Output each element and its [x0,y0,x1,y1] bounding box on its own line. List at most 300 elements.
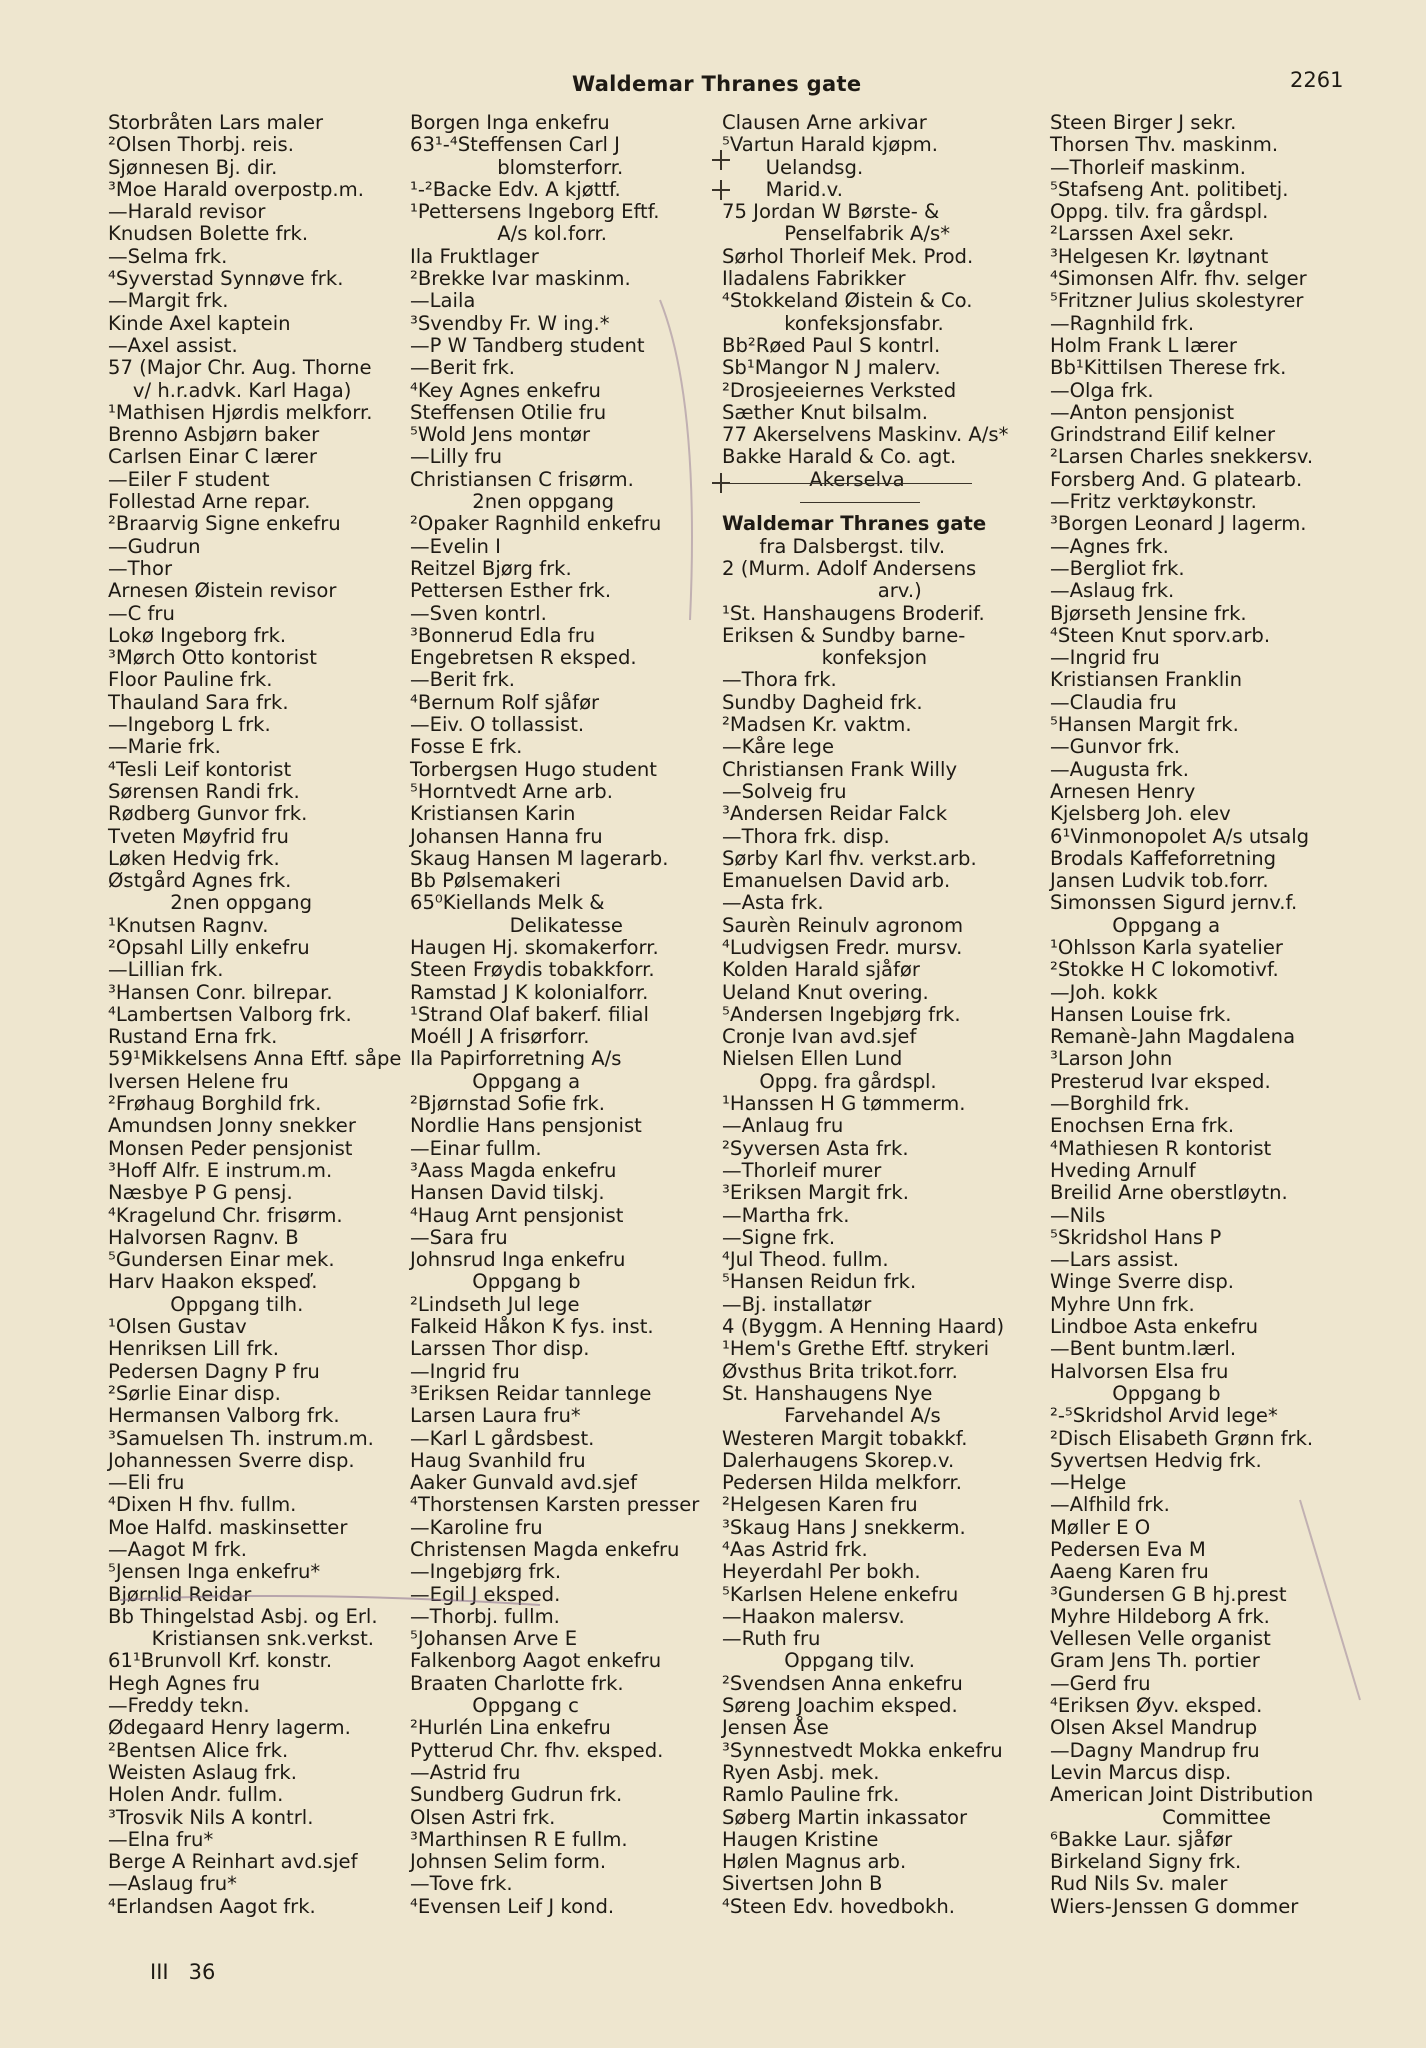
directory-entry: Bjørnlid Reidar [108,1582,252,1606]
directory-entry: —Ragnhild frk. [1050,311,1195,335]
directory-entry: Ueland Knut overing. [722,980,929,1004]
directory-entry: American Joint Distribution [1050,1783,1314,1807]
directory-entry: ⁴Tesli Leif kontorist [108,757,292,781]
directory-entry: ⁵Jensen Inga enkefru* [108,1560,321,1584]
directory-entry: ⁴Bernum Rolf sjåfør [410,690,600,714]
directory-entry: ²Helgesen Karen fru [722,1493,918,1517]
directory-entry: 6¹Vinmonopolet A/s utsalg [1050,824,1310,848]
directory-entry: Ramlo Pauline frk. [722,1783,900,1807]
directory-entry: ⁴Steen Knut sporv.arb. [1050,623,1271,647]
directory-entry: —Joh. kokk [1050,980,1158,1004]
directory-entry: Pytterud Chr. fhv. eksped. [410,1738,664,1762]
directory-entry: ²Syversen Asta frk. [722,1136,909,1160]
directory-entry: —Dagny Mandrup fru [1050,1738,1260,1762]
directory-entry: ⁵Skridshol Hans P [1050,1225,1222,1249]
directory-entry: —Gunvor frk. [1050,735,1181,759]
directory-entry: Kjelsberg Joh. elev [1050,802,1231,826]
directory-entry: —Laila [410,289,476,313]
directory-entry: Pedersen Eva M [1050,1538,1206,1561]
directory-entry: ²Bentsen Alice frk. [108,1738,289,1762]
directory-entry: ⁵Vartun Harald kjøpm. [722,133,938,157]
directory-entry: ³Eriksen Margit frk. [722,1181,909,1205]
directory-entry: ⁴Steen Edv. hovedbokh. [722,1894,955,1918]
directory-entry: Presterud Ivar eksped. [1050,1069,1271,1093]
directory-entry: —Asta frk. [722,891,824,915]
directory-entry: Sb¹Mangor N J malerv. [722,356,941,380]
directory-entry: —Ruth fru [722,1627,821,1651]
directory-entry: Marid.v. [722,177,843,201]
directory-entry: Oppgang a [1050,913,1221,937]
directory-entry: Thauland Sara frk. [108,690,289,714]
directory-entry: —Marie frk. [108,735,221,759]
directory-entry: Saurèn Reinulv agronom [722,913,964,937]
directory-entry: Amundsen Jonny snekker [108,1114,356,1138]
directory-entry: —Lars assist. [1050,1248,1179,1272]
directory-entry: —Tove frk. [410,1872,513,1896]
directory-entry: ⁴Haug Arnt pensjonist [410,1203,624,1227]
directory-entry: ³Mørch Otto kontorist [108,646,317,670]
directory-entry: Myhre Hildeborg A frk. [1050,1604,1270,1628]
directory-entry: Vellesen Velle organist [1050,1627,1271,1651]
directory-entry: —Thorbj. fullm. [410,1604,560,1628]
directory-entry: ³Helgesen Kr. løytnant [1050,244,1269,268]
directory-entry: ⁴Aas Astrid frk. [722,1538,868,1561]
directory-entry: ³Svendby Fr. W ing.* [410,311,610,335]
directory-entry: 2nen oppgang [410,490,615,514]
directory-entry: Kristiansen snk.verkst. [108,1627,374,1651]
directory-entry: konfeksjonsfabr. [722,311,944,335]
directory-entry: ³Bonnerud Edla fru [410,623,596,647]
directory-entry: Larsen Laura fru* [410,1404,581,1428]
directory-entry: —Signe frk. [722,1225,836,1249]
directory-entry: ³Skaug Hans J snekkerm. [722,1515,966,1539]
directory-entry: Oppgang a [410,1069,581,1093]
directory-entry: Sivertsen John B [722,1872,883,1896]
directory-entry: Myhre Unn frk. [1050,1292,1195,1316]
directory-entry: —Lillian frk. [108,958,224,982]
directory-entry: Syvertsen Hedvig frk. [1050,1448,1262,1472]
directory-entry: —Bergliot frk. [1050,556,1185,580]
directory-entry: Brodals Kaffeforretning [1050,846,1277,870]
directory-entry: —Aslaug frk. [1050,579,1175,603]
directory-entry: Ramstad J K kolonialforr. [410,980,649,1004]
directory-entry: ⁴Key Agnes enkefru [410,378,601,402]
directory-entry: Gram Jens Th. portier [1050,1649,1260,1673]
directory-entry: —Einar fullm. [410,1136,542,1160]
directory-entry: Johansen Hanna fru [410,824,603,848]
directory-entry: Harv Haakon ekspeď. [108,1270,318,1294]
directory-entry: Haugen Kristine [722,1827,879,1851]
directory-entry: —Fritz verktøykonstr. [1050,490,1257,514]
directory-entry: Enochsen Erna frk. [1050,1114,1235,1138]
directory-entry: ²Frøhaug Borghild frk. [108,1092,322,1116]
directory-entry: ³Moe Harald overpostp.m. [108,177,364,201]
directory-entry: Haug Svanhild fru [410,1448,586,1472]
directory-entry: Larssen Thor disp. [410,1337,590,1361]
directory-entry: —Evelin I [410,534,501,558]
directory-entry: —Ingrid fru [410,1359,520,1383]
directory-entry: —Margit frk. [108,289,229,313]
directory-entry: ⁴Erlandsen Aagot frk. [108,1894,316,1918]
directory-entry: —C fru [108,601,175,625]
directory-entry: Henriksen Lill frk. [108,1337,279,1361]
directory-entry: Moe Halfd. maskinsetter [108,1515,348,1539]
page-number: 2261 [1290,68,1344,92]
directory-entry: ³Hansen Conr. bilrepar. [108,980,333,1004]
directory-entry: ²Drosjeeiernes Verksted [722,378,957,402]
directory-entry: Oppg. tilv. fra gårdspl. [1050,200,1269,224]
directory-entry: ⁴Syverstad Synnøve frk. [108,267,344,291]
directory-entry: ¹Hem's Grethe Eftf. strykeri [722,1337,990,1361]
directory-entry: ³Trosvik Nils A kontrl. [108,1805,314,1829]
directory-entry: —Claudia fru [1050,690,1177,714]
directory-entry: Nordlie Hans pensjonist [410,1114,642,1138]
directory-entry: —Kåre lege [722,735,835,759]
directory-entry: ²Madsen Kr. vaktm. [722,713,912,737]
directory-entry: ¹Hanssen H G tømmerm. [722,1092,966,1116]
directory-entry: Aaeng Karen fru [1050,1560,1209,1584]
directory-column-4 [1050,112,1350,1918]
directory-entry: A/s kol.forr. [410,222,608,246]
directory-entry: Weisten Aslaug frk. [108,1760,297,1784]
directory-entry: ¹Pettersens Ingeborg Eftf. [410,200,660,224]
directory-entry: Sundberg Gudrun frk. [410,1783,623,1807]
directory-entry: Thorsen Thv. maskinm. [1050,133,1279,157]
directory-entry: —Martha frk. [722,1203,850,1227]
directory-entry: Steen Birger J sekr. [1050,111,1237,134]
directory-entry: —Aagot M frk. [108,1538,248,1561]
directory-entry: Berge A Reinhart avd.sjef [108,1850,358,1874]
directory-entry: ³Hoff Alfr. E instrum.m. [108,1158,333,1182]
directory-entry: ³Borgen Leonard J lagerm. [1050,512,1307,536]
directory-entry: Follestad Arne repar. [108,490,311,514]
directory-column-1 [108,112,408,1918]
directory-entry: ¹Olsen Gustav [108,1315,247,1339]
directory-entry: Sørhol Thorleif Mek. Prod. [722,244,974,268]
directory-entry: ³Eriksen Reidar tannlege [410,1381,652,1405]
directory-entry: ¹Strand Olaf bakerf. filial [410,1002,649,1026]
directory-entry: —Alfhild frk. [1050,1493,1170,1517]
directory-entry: Christiansen C frisørm. [410,467,634,491]
directory-entry: Oppgang tilv. [722,1649,915,1673]
directory-entry: Delikatesse [410,913,623,937]
directory-entry: arv.) [722,579,922,603]
directory-entry: Floor Pauline frk. [108,668,273,692]
directory-entry: ⁵Wold Jens montør [410,423,591,447]
directory-entry: Fosse E frk. [410,735,523,759]
directory-entry: Pedersen Dagny P fru [108,1359,320,1383]
directory-entry: Rud Nils Sv. maler [1050,1872,1228,1896]
directory-entry: Lokø Ingeborg frk. [108,623,287,647]
directory-entry: ²Opsahl Lilly enkefru [108,935,310,959]
directory-entry: Møller E O [1050,1515,1151,1539]
directory-entry: ⁴Eriksen Øyv. eksped. [1050,1694,1263,1718]
directory-entry: Arnesen Henry [1050,779,1196,803]
directory-entry: —Berit frk. [410,668,516,692]
directory-entry: —Anton pensjonist [1050,400,1235,424]
directory-entry: 61¹Brunvoll Krf. konstr. [108,1649,333,1673]
directory-entry: Jensen Åse [722,1716,829,1740]
directory-entry: ²Braarvig Signe enkefru [108,512,341,536]
directory-entry: Oppgang b [1050,1381,1221,1405]
directory-entry: —Bent buntm.lærl. [1050,1337,1237,1361]
directory-entry: Reitzel Bjørg frk. [410,556,572,580]
directory-entry: Jansen Ludvik tob.forr. [1050,869,1269,893]
directory-entry: ²-⁵Skridshol Arvid lege* [1050,1404,1278,1428]
directory-entry: —Thor [108,556,173,580]
directory-entry: Oppgang b [410,1270,581,1294]
directory-entry: ²Olsen Thorbj. reis. [108,133,294,157]
directory-entry: Farvehandel A/s [722,1404,941,1428]
directory-entry: Søreng Joachim eksped. [722,1694,958,1718]
directory-entry: ⁶Bakke Laur. sjåfør [1050,1827,1233,1851]
directory-entry: ⁴Kragelund Chr. frisørm. [108,1203,343,1227]
directory-entry: Oppgang tilh. [108,1292,304,1316]
directory-entry: Levin Marcus disp. [1050,1760,1232,1784]
directory-entry: Moéll J A frisørforr. [410,1025,590,1049]
directory-entry: Braaten Charlotte frk. [410,1671,624,1695]
directory-entry: Ryen Asbj. mek. [722,1760,880,1784]
directory-entry: ⁵Fritzner Julius skolestyrer [1050,289,1304,313]
directory-entry: —Karoline fru [410,1515,543,1539]
directory-entry: Committee [1050,1805,1271,1829]
directory-entry: ¹Mathisen Hjørdis melkforr. [108,400,373,424]
directory-entry: Westeren Margit tobakkf. [722,1426,968,1450]
directory-entry: ⁵Karlsen Helene enkefru [722,1582,959,1606]
directory-entry: —Ingrid fru [1050,646,1160,670]
directory-entry: Bb Pølsemakeri [410,869,561,893]
directory-entry: —Gudrun [108,534,201,558]
directory-entry: —Borghild frk. [1050,1092,1190,1116]
directory-entry: —Anlaug fru [722,1114,844,1138]
directory-entry: ⁵Gundersen Einar mek. [108,1248,335,1272]
directory-entry: ⁵Horntvedt Arne arb. [410,779,613,803]
directory-entry: Cronje Ivan avd.sjef [722,1025,917,1049]
directory-entry: Uelandsg. [722,155,864,179]
directory-entry: Sjønnesen Bj. dir. [108,155,278,179]
directory-entry: —Karl L gårdsbest. [410,1426,595,1450]
directory-entry: Storbråten Lars maler [108,111,324,134]
directory-entry: ⁴Thorstensen Karsten presser [410,1493,700,1517]
directory-entry: Bb²Røed Paul S kontrl. [722,333,941,357]
directory-entry: Ødegaard Henry lagerm. [108,1716,351,1740]
directory-entry: —Thora frk. [722,668,837,692]
directory-entry: ¹St. Hanshaugens Broderif. [722,601,985,625]
directory-entry: Grindstrand Eilif kelner [1050,423,1276,447]
directory-entry: —Agnes frk. [1050,534,1169,558]
directory-entry: Pettersen Esther frk. [410,579,612,603]
directory-entry: Iladalens Fabrikker [722,267,906,291]
directory-entry: —Sven kontrl. [410,601,547,625]
directory-entry: Olsen Aksel Mandrup [1050,1716,1258,1740]
directory-entry: 57 (Major Chr. Aug. Thorne [108,356,372,380]
directory-entry: ²Opaker Ragnhild enkefru [410,512,662,536]
directory-entry: blomsterforr. [410,155,624,179]
directory-entry: —Freddy tekn. [108,1694,250,1718]
directory-entry: —Eiler F student [108,467,270,491]
directory-entry: Wiers-Jenssen G dommer [1050,1894,1299,1918]
directory-entry: —Olga frk. [1050,378,1154,402]
directory-entry: —P W Tandberg student [410,333,645,357]
directory-entry: Øvsthus Brita trikot.forr. [722,1359,958,1383]
directory-entry: Sundby Dagheid frk. [722,690,923,714]
directory-entry: Eriksen & Sundby barne- [722,623,966,647]
directory-entry: —Gerd fru [1050,1671,1151,1695]
directory-entry: ³Samuelsen Th. instrum.m. [108,1426,374,1450]
directory-entry: —Harald revisor [108,200,266,224]
directory-entry: Johannessen Sverre disp. [108,1448,355,1472]
directory-entry: Ila Papirforretning A/s [410,1047,622,1071]
directory-entry: ⁴Jul Theod. fullm. [722,1248,889,1272]
directory-entry: Olsen Astri frk. [410,1805,556,1829]
directory-entry: Simonssen Sigurd jernv.f. [1050,891,1298,915]
directory-entry: —Berit frk. [410,356,516,380]
section-divider [800,502,920,503]
directory-entry: —Augusta frk. [1050,757,1189,781]
directory-entry: ²Bjørnstad Sofie frk. [410,1092,605,1116]
directory-entry: ⁵Andersen Ingebjørg frk. [722,1002,961,1026]
directory-entry: 2 (Murm. Adolf Andersens [722,556,977,580]
directory-entry: Kristiansen Franklin [1050,668,1242,692]
directory-entry: Halvorsen Elsa fru [1050,1359,1229,1383]
directory-entry: ¹Ohlsson Karla syatelier [1050,935,1283,959]
directory-entry: ³Aass Magda enkefru [410,1158,617,1182]
directory-entry: Hegh Agnes fru [108,1671,260,1695]
directory-entry: konfeksjon [722,646,928,670]
directory-entry: Oppg. fra gårdspl. [722,1069,937,1093]
directory-entry: Sæther Knut bilsalm. [722,400,929,424]
directory-entry: Birkeland Signy frk. [1050,1850,1242,1874]
directory-entry: 59¹Mikkelsens Anna Eftf. såpe [108,1047,402,1071]
directory-entry: —Lilly fru [410,445,503,469]
directory-entry: —Axel assist. [108,333,238,357]
directory-entry: Pedersen Hilda melkforr. [722,1471,962,1495]
directory-column-2 [410,112,710,1918]
directory-entry: —Eiv. O tollassist. [410,713,585,737]
directory-entry: —Eli fru [108,1471,185,1495]
section-end-rule [712,483,972,484]
directory-entry: ³Andersen Reidar Falck [722,802,948,826]
directory-entry: Steen Frøydis tobakkforr. [410,958,655,982]
directory-entry: fra Dalsbergst. tilv. [722,534,946,558]
directory-entry: Arnesen Øistein revisor [108,579,337,603]
directory-entry: Akerselva [722,467,905,491]
directory-entry: Falkenborg Aagot enkefru [410,1649,662,1673]
directory-entry: ²Disch Elisabeth Grønn frk. [1050,1426,1314,1450]
directory-entry: ²Larssen Axel sekr. [1050,222,1235,246]
directory-entry: Kinde Axel kaptein [108,311,291,335]
directory-entry: Remanè-Jahn Magdalena [1050,1025,1296,1049]
directory-entry: Sørensen Randi frk. [108,779,300,803]
directory-entry: —Haakon malersv. [722,1604,905,1628]
footer-sheet: 36 [188,1960,216,1984]
directory-entry: St. Hanshaugens Nye [722,1381,933,1405]
directory-entry: Heyerdahl Per bokh. [722,1560,921,1584]
directory-entry: Aaker Gunvald avd.sjef [410,1471,638,1495]
directory-entry: —Ingeborg L frk. [108,713,271,737]
directory-entry: ⁴Stokkeland Øistein & Co. [722,289,973,313]
directory-entry: 4 (Byggm. A Henning Haard) [722,1315,1005,1339]
directory-entry: ²Larsen Charles snekkersv. [1050,445,1314,469]
directory-entry: Emanuelsen David arb. [722,869,951,893]
directory-entry: Clausen Arne arkivar [722,111,927,134]
directory-entry: —Egil J eksped. [410,1582,561,1606]
directory-entry: Johnsrud Inga enkefru [410,1248,626,1272]
directory-entry: ¹Knutsen Ragnv. [108,913,269,937]
directory-entry: Iversen Helene fru [108,1069,289,1093]
directory-entry: Steffensen Otilie fru [410,400,607,424]
directory-entry: Nielsen Ellen Lund [722,1047,903,1071]
directory-entry: —Sara fru [410,1225,508,1249]
directory-entry: ²Lindseth Jul lege [410,1292,580,1316]
directory-entry: Rustand Erna frk. [108,1025,278,1049]
directory-entry: Sørby Karl fhv. verkst.arb. [722,846,977,870]
directory-entry: Monsen Peder pensjonist [108,1136,353,1160]
directory-entry: ³Gundersen G B hj.prest [1050,1582,1287,1606]
directory-entry: —Aslaug fru* [108,1872,237,1896]
directory-entry: 75 Jordan W Børste- & [722,200,940,224]
directory-entry: Oppgang c [410,1694,579,1718]
directory-entry: Falkeid Håkon K fys. inst. [410,1315,654,1339]
directory-entry: Bakke Harald & Co. agt. [722,445,957,469]
directory-entry: ²Svendsen Anna enkefru [722,1671,963,1695]
directory-entry: Holm Frank L lærer [1050,333,1237,357]
directory-entry: Johnsen Selim form. [410,1850,607,1874]
directory-entry: Winge Sverre disp. [1050,1270,1234,1294]
directory-entry: ⁴Mathiesen R kontorist [1050,1136,1272,1160]
directory-entry: 63¹-⁴Steffensen Carl J [410,133,620,157]
directory-entry: —Nils [1050,1203,1106,1227]
directory-entry: Brenno Asbjørn baker [108,423,320,447]
directory-entry: ⁵Hansen Margit frk. [1050,713,1239,737]
directory-entry: —Elna fru* [108,1827,214,1851]
directory-column-3 [722,112,1022,1918]
directory-entry: 77 Akerselvens Maskinv. A/s* [722,423,1009,447]
directory-entry: —Selma frk. [108,244,228,268]
directory-entry: Knudsen Bolette frk. [108,222,309,246]
directory-entry: —Thorleif murer [722,1158,882,1182]
directory-entry: Kolden Harald sjåfør [722,958,920,982]
directory-entry: Waldemar Thranes gate [722,512,987,536]
directory-entry: Dalerhaugens Skorep.v. [722,1448,955,1472]
directory-entry: Kristiansen Karin [410,802,576,826]
directory-entry: Bb¹Kittilsen Therese frk. [1050,356,1287,380]
directory-entry: ²Stokke H C lokomotivf. [1050,958,1279,982]
directory-entry: Forsberg And. G platearb. [1050,467,1303,491]
page-title: Waldemar Thranes gate [572,72,862,96]
footer-volume: III [150,1960,169,1984]
directory-entry: ⁴Ludvigsen Fredr. mursv. [722,935,963,959]
directory-entry: Hansen Louise frk. [1050,1002,1232,1026]
directory-entry: Næsbye P G pensj. [108,1181,293,1205]
directory-entry: Holen Andr. fullm. [108,1783,284,1807]
directory-entry: —Thora frk. disp. [722,824,890,848]
directory-entry: Tveten Møyfrid fru [108,824,289,848]
directory-entry: Christiansen Frank Willy [722,757,958,781]
directory-entry: Rødberg Gunvor frk. [108,802,308,826]
directory-entry: ⁴Lambertsen Valborg frk. [108,1002,352,1026]
directory-entry: —Helge [1050,1471,1127,1495]
directory-entry: Bjørseth Jensine frk. [1050,601,1247,625]
directory-entry: ³Synnestvedt Mokka enkefru [722,1738,1003,1762]
directory-entry: ²Sørlie Einar disp. [108,1381,281,1405]
directory-entry: Ila Fruktlager [410,244,539,268]
directory-entry: ⁴Simonsen Alfr. fhv. selger [1050,267,1307,291]
directory-entry: ¹-²Backe Edv. A kjøttf. [410,177,621,201]
directory-entry: ³Marthinsen R E fullm. [410,1827,628,1851]
directory-entry: —Bj. installatør [722,1292,872,1316]
directory-entry: Skaug Hansen M lagerarb. [410,846,669,870]
